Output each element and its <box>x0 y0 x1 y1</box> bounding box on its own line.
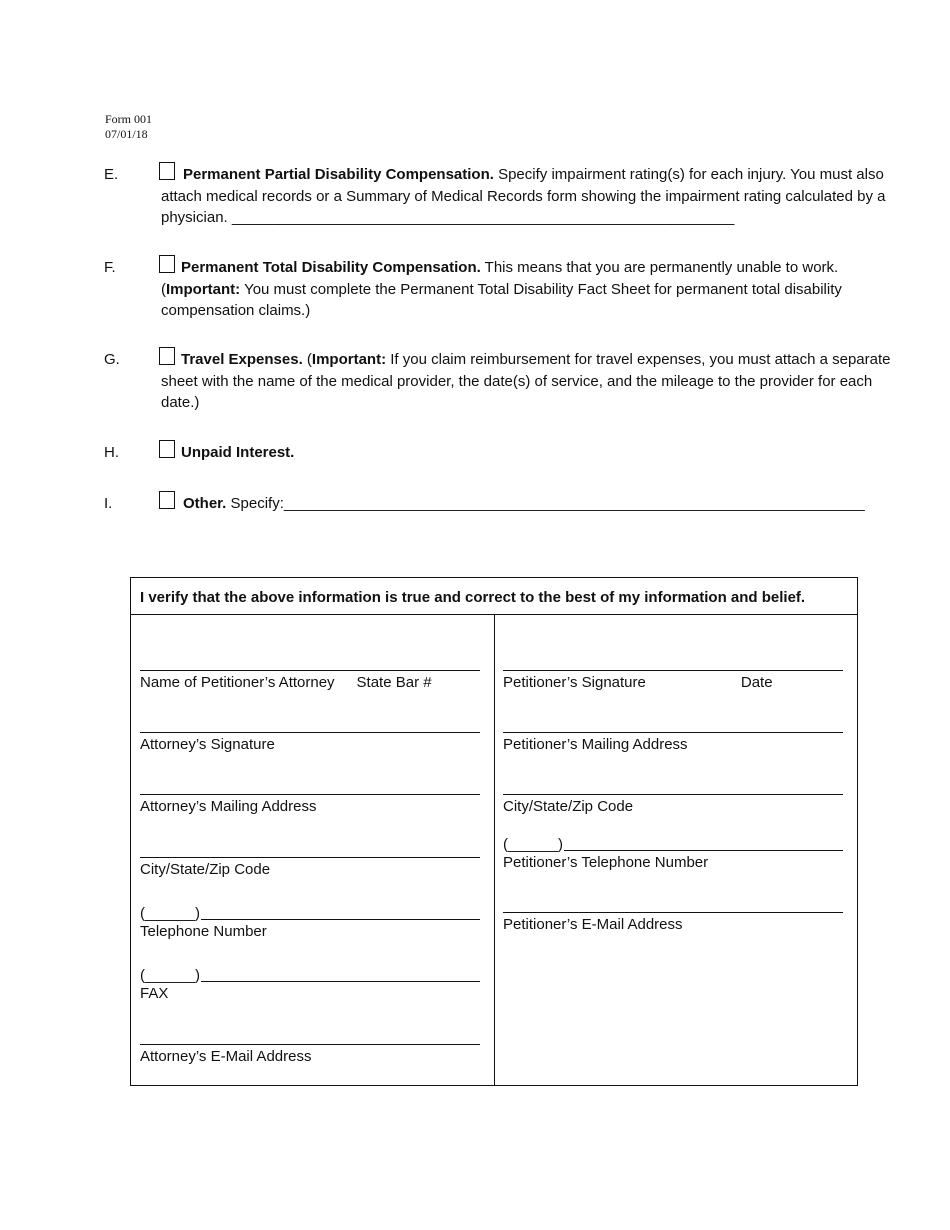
item-letter: I. <box>104 495 113 512</box>
item-text: Permanent Total Disability Compensation. This means that you are permanently unable to work. (Important: You must complete the Permanent Total Disability Fact Sheet for permanent total disability compensation claims.) <box>161 259 842 319</box>
signature-line[interactable] <box>503 775 843 795</box>
field-label: Telephone Number <box>140 923 267 940</box>
attorney-email-field[interactable] <box>140 1025 480 1067</box>
item-text: Travel Expenses. (Important: If you claim reimbursement for travel expenses, you must attach a separate sheet with the name of the medical provider, the date(s) of service, and the mileage to the provider for each date.) <box>161 351 891 411</box>
field-label: Attorney’s Signature <box>140 736 275 753</box>
signature-line[interactable] <box>140 775 480 795</box>
attorney-fax-field[interactable] <box>140 962 480 1004</box>
field-label: City/State/Zip Code <box>140 861 271 878</box>
item-title: Unpaid Interest. <box>181 444 295 461</box>
field-label: Petitioner’s E-Mail Address <box>503 916 683 933</box>
attorney-signature-field[interactable] <box>140 713 480 755</box>
form-date: 07/01/18 <box>105 127 148 141</box>
petitioner-signature-field[interactable] <box>503 651 843 693</box>
field-label: FAX <box>140 985 169 1002</box>
verification-box <box>130 577 858 1086</box>
field-label: Petitioner’s Telephone Number <box>503 854 709 871</box>
item-title: Travel Expenses. <box>181 351 303 368</box>
form-number: Form 001 <box>105 112 153 126</box>
field-label: Attorney’s Mailing Address <box>140 798 317 815</box>
area-code: (______) <box>503 836 564 853</box>
petitioner-phone-field[interactable] <box>503 831 843 873</box>
item-letter: G. <box>104 351 120 368</box>
item-e-checkbox[interactable] <box>159 162 175 180</box>
signature-line[interactable] <box>503 831 843 851</box>
signature-line[interactable] <box>140 1025 480 1045</box>
item-text: Other. Specify:__________________________________________________________________________ <box>183 495 865 512</box>
item-g-checkbox[interactable] <box>159 347 175 365</box>
signature-line[interactable] <box>140 900 480 920</box>
item-text: Permanent Partial Disability Compensation. Specify impairment rating(s) for each injury. You must also attach medical records or a Summary of Medical Records form showing the impairment rating calculated by a physician. ________________________________________________________________ <box>161 166 886 226</box>
other-specify-field[interactable]: __________________________________________________________________________ <box>283 495 865 512</box>
form-meta <box>105 112 152 142</box>
item-title: Other. <box>183 495 227 512</box>
field-label: Attorney’s E-Mail Address <box>140 1048 312 1065</box>
item-f-checkbox[interactable] <box>159 255 175 273</box>
signature-line[interactable] <box>140 962 480 982</box>
verification-statement: I verify that the above information is true and correct to the best of my information and belief. <box>131 578 857 615</box>
item-h-checkbox[interactable] <box>159 440 175 458</box>
field-label: City/State/Zip Code <box>503 798 634 815</box>
item-h <box>104 442 894 464</box>
signature-line[interactable] <box>503 713 843 733</box>
item-title: Permanent Total Disability Compensation. <box>181 259 481 276</box>
attorney-phone-field[interactable] <box>140 900 480 942</box>
field-label: Name of Petitioner’s Attorney State Bar # <box>140 674 432 691</box>
signature-line[interactable] <box>140 838 480 858</box>
field-label: Petitioner’s Mailing Address <box>503 736 688 753</box>
item-letter: H. <box>104 444 119 461</box>
area-code: (______) <box>140 905 201 922</box>
item-e <box>104 164 894 229</box>
field-label: Petitioner’s Signature Date <box>503 674 773 691</box>
attorney-city-field[interactable] <box>140 838 480 880</box>
column-divider <box>494 614 495 1085</box>
attorney-address-field[interactable] <box>140 775 480 817</box>
state-bar-label: State Bar # <box>356 674 432 691</box>
petitioner-email-field[interactable] <box>503 893 843 935</box>
petitioner-city-field[interactable] <box>503 775 843 817</box>
item-text <box>161 442 894 464</box>
item-letter: F. <box>104 259 116 276</box>
signature-line[interactable] <box>140 713 480 733</box>
date-label: Date <box>740 674 773 691</box>
item-f <box>104 257 894 322</box>
attorney-name-field[interactable] <box>140 651 480 693</box>
item-letter: E. <box>104 166 119 183</box>
item-i <box>104 493 894 515</box>
petitioner-address-field[interactable] <box>503 713 843 755</box>
signature-line[interactable] <box>503 893 843 913</box>
area-code: (______) <box>140 967 201 984</box>
item-i-checkbox[interactable] <box>159 491 175 509</box>
signature-line[interactable] <box>140 651 480 671</box>
impairment-rating-field[interactable]: ________________________________________________________________ <box>231 209 734 226</box>
item-title: Permanent Partial Disability Compensation. <box>183 166 494 183</box>
item-g <box>104 349 894 414</box>
signature-line[interactable] <box>503 651 843 671</box>
